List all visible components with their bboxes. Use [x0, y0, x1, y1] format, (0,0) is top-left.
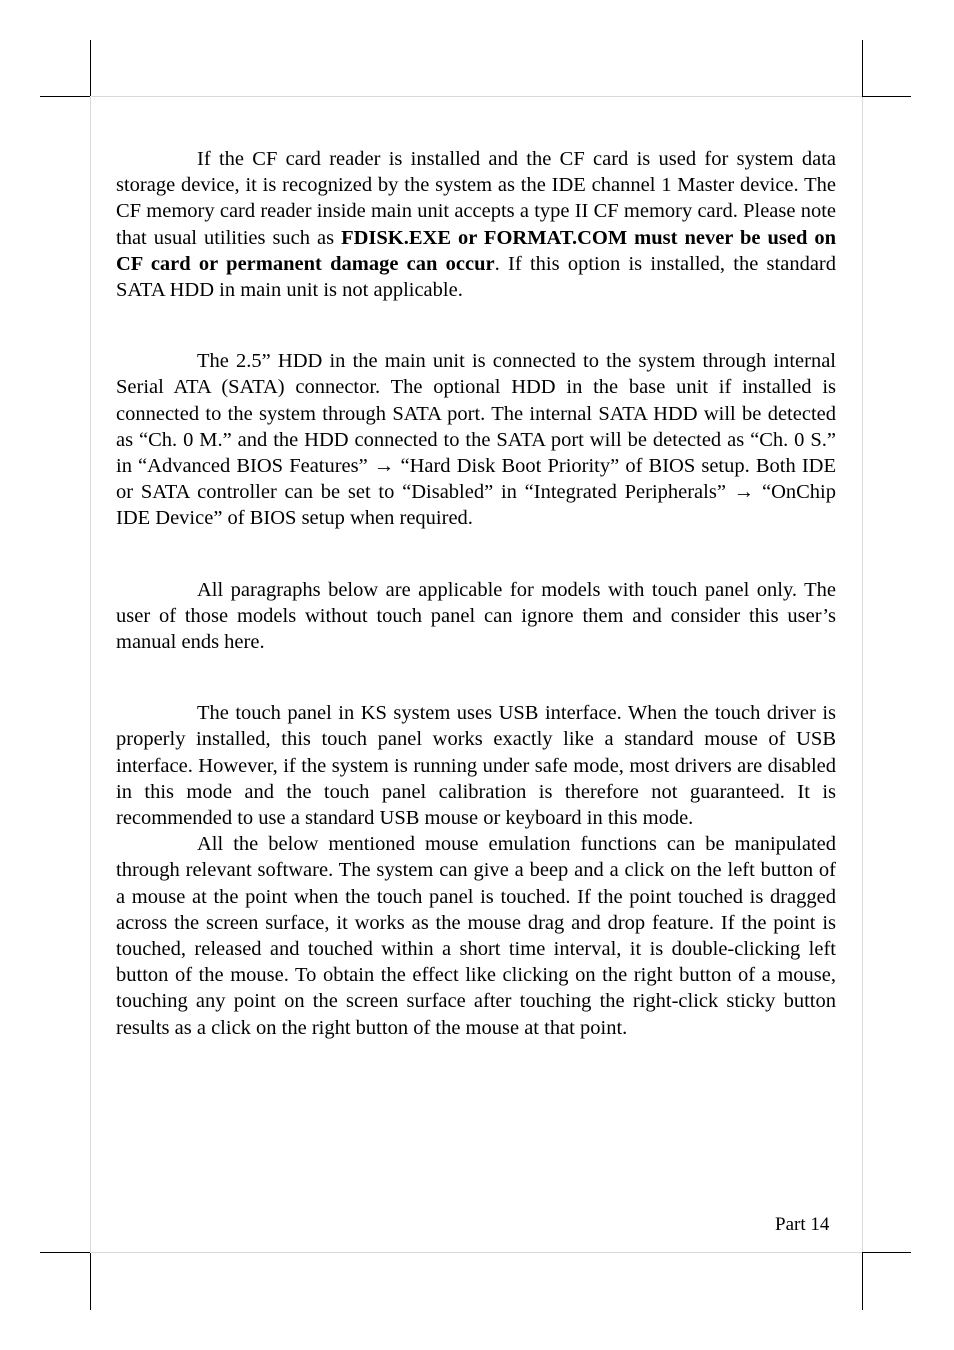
paragraph-text: If the CF card reader is installed and the CF card is used for system data storage device, it is recognized by the system as the IDE channel 1 Master device. The CF memory card reader inside main unit accepts a type II CF memory card. Please note that usual utilities such as: [116, 148, 836, 249]
crop-mark-top-left-vertical: [90, 40, 91, 96]
paragraph-text: The 2.5” HDD in the main unit is connected to the system through internal Serial ATA (SATA) connector. The optional HDD in the base unit if installed is connected to the system through SATA port. The internal SATA HDD will be detected as “Ch. 0 M.” and the HDD connected to the SATA port will be detected as “Ch. 0 S.” in “Advanced BIOS Features”: [116, 350, 836, 478]
crop-mark-top-right-horizontal: [862, 96, 911, 97]
warning-text: FDISK.EXE or FORMAT.COM must never be used on CF card or permanent damage can occur: [116, 226, 836, 275]
document-body: [116, 146, 836, 1041]
page-frame-top: [91, 96, 862, 97]
paragraph-text: “OnChip IDE Device” of BIOS setup when required.: [116, 481, 836, 530]
section-gap: [116, 532, 836, 577]
section-gap: [116, 655, 836, 700]
paragraph-mouse-emulation: All the below mentioned mouse emulation functions can be manipulated through relevant software. The system can give a beep and a click on the left button of a mouse at the point when the touch panel is touched. If the point touched is dragged across the screen surface, it works as the mouse drag and drop feature. If the point is touched, released and touched within a short time interval, it is double-clicking left button of the mouse. To obtain the effect like clicking on the right button of a mouse, touching any point on the screen surface after touching the right-click sticky button results as a click on the right button of the mouse at that point.: [116, 833, 836, 1039]
paragraph-cf-card: [116, 146, 836, 303]
paragraph-text: . If this option is installed, the standard SATA HDD in main unit is not applicable.: [116, 252, 836, 302]
paragraph-hdd: [116, 348, 836, 531]
paragraph-touch-panel-usb: The touch panel in KS system uses USB interface. When the touch driver is properly installed, this touch panel works exactly like a standard mouse of USB interface. However, if the system is running under safe mode, most drivers are disabled in this mode and the touch panel calibration is therefore not guaranteed. It is recommended to use a standard USB mouse or keyboard in this mode.: [116, 702, 836, 830]
page-number: Part 14: [775, 1214, 830, 1235]
crop-mark-bottom-left-horizontal: [40, 1252, 90, 1253]
crop-mark-bottom-right-horizontal: [862, 1252, 911, 1253]
page-frame-bottom: [91, 1252, 862, 1253]
paragraph-text: “Hard Disk Boot Priority” of BIOS setup. Both IDE or SATA controller can be set to “Disabled” in “Integrated Peripherals”: [116, 455, 836, 504]
arrow-right-icon: →: [733, 481, 755, 504]
page-frame-left: [90, 97, 91, 1252]
section-gap: [116, 303, 836, 348]
crop-mark-bottom-left-vertical: [90, 1253, 91, 1310]
page-frame-right: [862, 97, 863, 1252]
crop-mark-bottom-right-vertical: [862, 1253, 863, 1310]
crop-mark-top-right-vertical: [862, 40, 863, 96]
crop-mark-top-left-horizontal: [40, 96, 90, 97]
arrow-right-icon: →: [373, 455, 395, 478]
paragraph-touch-panel-notice: All paragraphs below are applicable for models with touch panel only. The user of those models without touch panel can ignore them and consider this user’s manual ends here.: [116, 578, 836, 654]
